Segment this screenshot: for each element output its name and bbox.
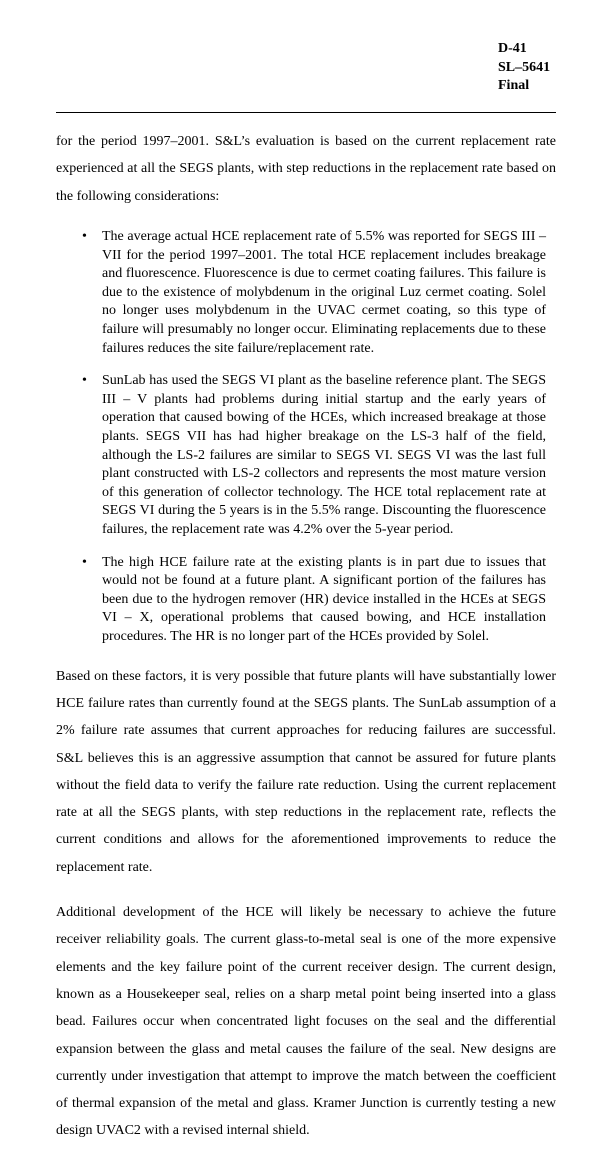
- considerations-list: [56, 228, 556, 647]
- header-line-status: Final: [498, 78, 530, 94]
- bullet-icon: •: [82, 228, 87, 244]
- list-item: [56, 554, 556, 647]
- bullet-icon: •: [82, 373, 87, 389]
- list-item: [56, 372, 556, 539]
- header-line-doc-id: D-41: [498, 41, 527, 56]
- intro-paragraph: for the period 1997–2001. S&L’s evaluation is based on the current replacement rate experienced at all the SEGS plants, with step reductions in the replacement rate based on the following considerations:: [56, 134, 556, 204]
- list-item: [56, 228, 556, 358]
- header-divider-rule: [56, 112, 556, 113]
- paragraph-failure-rate-assessment: Based on these factors, it is very possible that future plants will have substantially lower HCE failure rates than currently found at the SEGS plants. The SunLab assumption of a 2% failure rate assumes that current approaches for reducing failures are successful. S&L believes this is an aggressive assumption that cannot be assured for future plants without the field data to verify the failure rate reduction. Using the current replacement rate at all the SEGS plants, with step reductions in the replacement rate, reflects the current conditions and allows for the aforementioned improvements to reduce the replacement rate.: [56, 668, 556, 875]
- document-body: [56, 128, 556, 1163]
- list-item-text: SunLab has used the SEGS VI plant as the baseline reference plant. The SEGS III – V plants had problems during initial startup and the early years of operation that caused bowing of the HCEs, which increased breakage at those plants. SEGS VII has had higher breakage on the LS-3 half of the field, although the LS-2 failures are similar to SEGS VI. SEGS VI was the last full plant constructed with LS-2 collectors and represents the most mature version of this generation of collector technology. The HCE total replacement rate at SEGS VI during the 5 years is in the 5.5% range. Discounting the fluorescence failures, the replacement rate was 4.2% over the 5-year period.: [102, 373, 546, 538]
- header-line-report-number: SL–5641: [498, 59, 551, 75]
- paragraph-hce-development: Additional development of the HCE will likely be necessary to achieve the future receiver reliability goals. The current glass-to-metal seal is one of the more expensive elements and the key failure point of the current receiver design. The current design, known as a Housekeeper seal, relies on a sharp metal point being inserted into a glass bead. Failures occur when concentrated light focuses on the seal and the differential expansion between the glass and metal causes the failure of the seal. New designs are currently under investigation that attempt to improve the match between the coefficient of thermal expansion of the metal and glass. Kramer Junction is currently testing a new design UVAC2 with a revised internal shield.: [56, 905, 556, 1139]
- list-item-text: The high HCE failure rate at the existing plants is in part due to issues that would not be found at a future plant. A significant portion of the failures has been due to the hydrogen remover (HR) device installed in the HCEs at SEGS VI – X, operational problems that caused bowing, and HCE installation procedures. The HR is no longer part of the HCEs provided by Solel.: [102, 554, 546, 645]
- page-header: [436, 40, 556, 96]
- list-item-text: The average actual HCE replacement rate of 5.5% was reported for SEGS III – VII for the period 1997–2001. The total HCE replacement includes breakage and fluorescence. Fluorescence is due to cermet coating failures. This failure is due to the existence of molybdenum in the original Luz cermet coating. Solel no longer uses molybdenum in the UVAC cermet coating, so this type of failure will presumably no longer occur. Eliminating replacements due to these failures reduces the site failure/replacement rate.: [102, 228, 546, 356]
- bullet-icon: •: [82, 554, 87, 570]
